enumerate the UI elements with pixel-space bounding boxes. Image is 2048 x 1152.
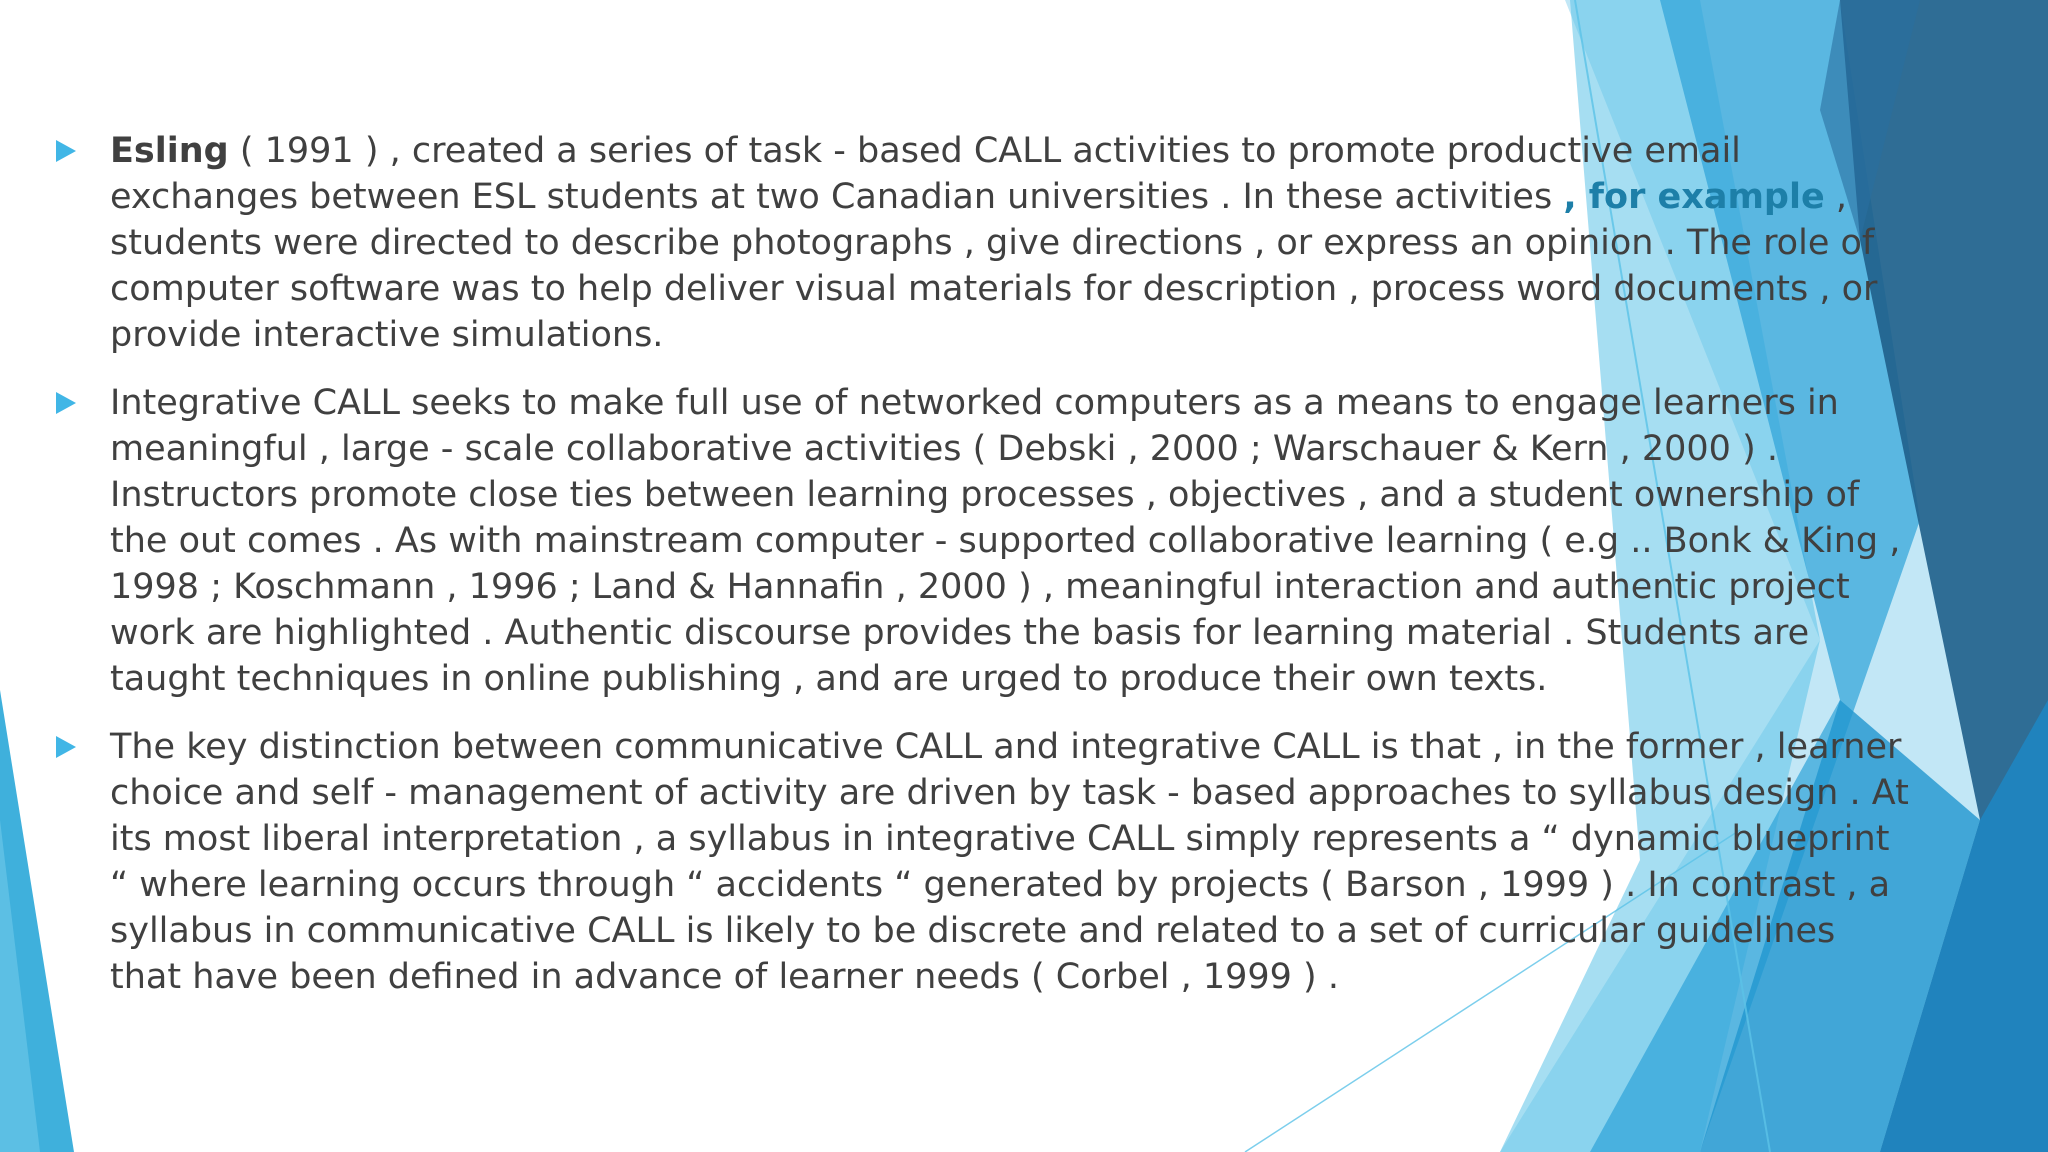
bullet-text: Integrative CALL seeks to make full use of networked computers as a means to engage learners in meaningful , large - scale collaborative activities ( Debski , 2000 ; Warschauer & Kern , 2000 ) . Instructors promote close ties between learning processes , objectives , and a student ownership of the out comes . As with mainstream computer - supported collaborative learning ( e.g .. Bonk & King , 1998 ; Koschmann , 1996 ; Land & Hannafin , 2000 ) , meaningful interaction and authentic project work are highlighted . Authentic discourse provides the basis for learning material . Students are taught techniques in online publishing , and are urged to produce their own texts. (110, 383, 1901, 699)
triangle-right-icon (56, 392, 76, 414)
triangle-right-icon (56, 140, 76, 162)
accent-text: , for example (1563, 177, 1825, 217)
triangle-right-icon (56, 736, 76, 758)
bullet-text-continued: , students were directed to describe photographs , give directions , or express an opinion . The role of computer software was to help deliver visual materials for description , process word documents , or provide interactive simulations. (110, 177, 1878, 355)
bullet-list (52, 128, 1912, 1022)
bullet-item-integrative-call (52, 380, 1912, 702)
bullet-item-key-distinction (52, 724, 1912, 1000)
bullet-author-name: Esling (110, 131, 229, 171)
bullet-text: The key distinction between communicative CALL and integrative CALL is that , in the former , learner choice and self - management of activity are driven by task - based approaches to syllabus design . At its most liberal interpretation , a syllabus in integrative CALL simply represents a “ dynamic blueprint “ where learning occurs through “ accidents “ generated by projects ( Barson , 1999 ) . In contrast , a syllabus in communicative CALL is likely to be discrete and related to a set of curricular guidelines that have been defined in advance of learner needs ( Corbel , 1999 ) . (110, 727, 1909, 997)
bullet-item-esling (52, 128, 1912, 358)
bullet-text: ( 1991 ) , created a series of task - based CALL activities to promote productive email exchanges between ESL students at two Canadian universities . In these activities (110, 131, 1741, 217)
